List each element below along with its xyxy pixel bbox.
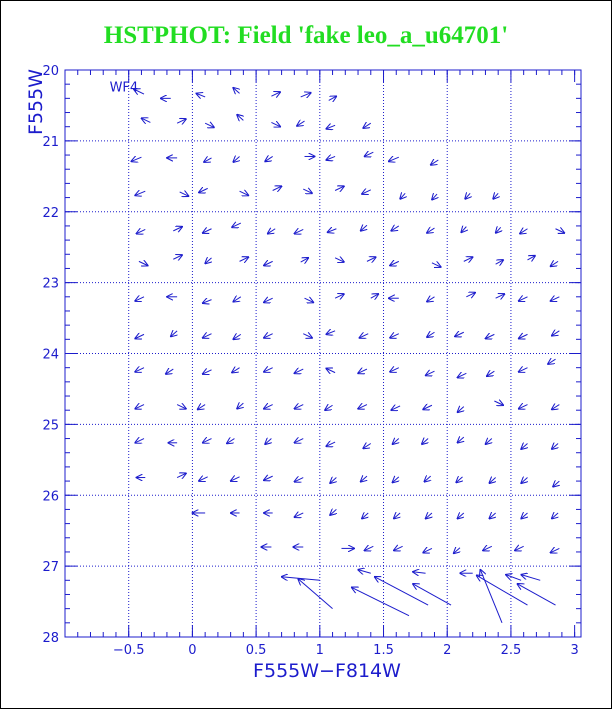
offset-vector bbox=[199, 188, 208, 192]
offset-vector bbox=[521, 444, 527, 450]
offset-vector bbox=[294, 439, 303, 443]
offset-vector bbox=[494, 401, 503, 405]
offset-vector bbox=[550, 261, 558, 266]
offset-vector bbox=[330, 478, 336, 484]
y-tick-label: 25 bbox=[42, 418, 59, 434]
offset-vector bbox=[489, 513, 495, 519]
offset-vector bbox=[265, 439, 271, 445]
offset-vector bbox=[301, 93, 311, 97]
offset-vector bbox=[282, 577, 320, 581]
offset-vector bbox=[432, 263, 441, 267]
offset-vector bbox=[359, 334, 368, 338]
x-tick-label: 2.5 bbox=[500, 643, 522, 658]
offset-vector bbox=[461, 227, 466, 233]
offset-vector bbox=[466, 293, 475, 297]
offset-vector bbox=[136, 229, 145, 233]
offset-vector bbox=[487, 371, 495, 376]
offset-vector bbox=[294, 478, 303, 482]
offset-vector bbox=[483, 546, 492, 550]
offset-vector bbox=[422, 439, 428, 445]
offset-vector bbox=[264, 368, 273, 372]
offset-vector bbox=[173, 227, 182, 231]
offset-vector bbox=[361, 476, 367, 482]
offset-vector bbox=[294, 369, 303, 373]
offset-vector bbox=[233, 88, 239, 94]
offset-vector bbox=[326, 442, 335, 446]
offset-vector bbox=[240, 257, 249, 261]
offset-vector bbox=[553, 481, 559, 487]
offset-vector bbox=[413, 584, 451, 605]
offset-vector bbox=[432, 194, 437, 200]
offset-vector bbox=[552, 405, 560, 410]
offset-vector bbox=[364, 546, 373, 550]
offset-vector bbox=[177, 119, 186, 123]
offset-vector bbox=[413, 572, 426, 573]
offset-vector bbox=[298, 579, 332, 609]
offset-vector bbox=[273, 186, 282, 190]
offset-vector bbox=[268, 229, 276, 234]
offset-vector bbox=[325, 405, 333, 410]
offset-vector bbox=[548, 359, 556, 364]
offset-vector bbox=[552, 444, 558, 450]
offset-vector bbox=[352, 587, 409, 615]
offset-vector bbox=[527, 256, 535, 260]
y-tick-label: 23 bbox=[42, 276, 59, 292]
offset-vector bbox=[135, 297, 144, 301]
offset-vector bbox=[177, 473, 186, 477]
offset-vector bbox=[431, 160, 439, 165]
offset-vector bbox=[552, 331, 560, 336]
offset-vector bbox=[203, 334, 212, 338]
x-tick-label: 1 bbox=[315, 643, 324, 658]
grid-lines bbox=[65, 70, 581, 637]
offset-vector bbox=[424, 476, 430, 482]
offset-vector bbox=[427, 228, 435, 233]
offset-vector bbox=[496, 227, 501, 233]
offset-vector bbox=[264, 476, 273, 480]
offset-vector bbox=[237, 115, 243, 121]
offset-vector bbox=[358, 405, 367, 409]
offset-vector bbox=[335, 294, 344, 298]
offset-vector bbox=[233, 297, 241, 302]
offset-vector bbox=[496, 260, 504, 264]
offset-vector bbox=[550, 297, 559, 301]
x-tick-label: 3 bbox=[570, 643, 579, 658]
offset-vector bbox=[390, 334, 399, 338]
offset-vector bbox=[199, 477, 208, 481]
offset-vector bbox=[264, 298, 273, 302]
offset-vector bbox=[400, 193, 405, 199]
offset-vector bbox=[394, 546, 403, 550]
y-tick-label: 24 bbox=[42, 347, 59, 363]
offset-vector bbox=[294, 513, 303, 517]
offset-vector bbox=[237, 403, 243, 409]
offset-vector bbox=[455, 332, 464, 336]
x-tick-label: 1.5 bbox=[373, 643, 394, 658]
offset-vector bbox=[556, 229, 565, 233]
offset-vector bbox=[519, 405, 528, 409]
x-tick-label: 0.5 bbox=[245, 643, 267, 658]
offset-vector bbox=[232, 223, 241, 227]
y-tick-label: 26 bbox=[42, 489, 59, 505]
offset-vector bbox=[327, 229, 336, 233]
offset-vector bbox=[423, 548, 432, 552]
offset-vector bbox=[166, 369, 174, 374]
offset-vector bbox=[173, 255, 182, 259]
offset-vector bbox=[520, 229, 528, 234]
offset-vector bbox=[465, 193, 470, 199]
offset-vector bbox=[139, 261, 148, 265]
offset-vector bbox=[426, 371, 435, 375]
offset-vector bbox=[361, 225, 367, 231]
offset-vector bbox=[454, 548, 460, 554]
offset-vector bbox=[371, 294, 379, 298]
offset-vector bbox=[552, 513, 558, 519]
offset-vector bbox=[485, 439, 491, 445]
vector-layer bbox=[131, 88, 564, 623]
offset-vector bbox=[517, 584, 555, 605]
offset-vector bbox=[362, 513, 368, 519]
offset-vector bbox=[135, 368, 144, 372]
x-tick-label: 2 bbox=[443, 643, 452, 658]
offset-vector bbox=[375, 577, 429, 605]
offset-vector bbox=[326, 368, 335, 372]
offset-vector bbox=[457, 513, 463, 519]
offset-vector bbox=[171, 331, 177, 337]
offset-vector bbox=[232, 368, 240, 373]
chart-title: HSTPHOT: Field 'fake leo_a_u64701' bbox=[103, 22, 509, 49]
offset-vector bbox=[135, 191, 145, 195]
offset-vector bbox=[515, 546, 524, 550]
x-tick-label: −0.5 bbox=[112, 643, 145, 658]
offset-vector bbox=[519, 334, 528, 338]
offset-vector bbox=[330, 509, 336, 515]
offset-vector bbox=[367, 257, 376, 261]
offset-vector bbox=[363, 444, 371, 449]
offset-vector bbox=[135, 334, 144, 338]
offset-vector bbox=[521, 575, 540, 581]
offset-vector bbox=[205, 123, 214, 127]
offset-vector bbox=[265, 156, 273, 161]
offset-vector bbox=[233, 156, 239, 162]
y-tick-label: 21 bbox=[42, 134, 59, 150]
offset-vector bbox=[203, 229, 212, 233]
offset-vector bbox=[493, 193, 498, 199]
offset-vector bbox=[294, 229, 303, 233]
y-tick-label: 27 bbox=[42, 560, 59, 576]
offset-vector bbox=[203, 439, 212, 443]
offset-vector bbox=[456, 477, 462, 483]
offset-vector bbox=[521, 513, 527, 519]
offset-vector bbox=[550, 548, 559, 552]
offset-vector bbox=[180, 192, 189, 196]
offset-vector bbox=[496, 294, 505, 298]
offset-vector bbox=[480, 570, 502, 623]
offset-vector bbox=[358, 369, 367, 373]
offset-vector bbox=[457, 437, 463, 443]
y-tick-label: 22 bbox=[42, 205, 59, 221]
offset-vector bbox=[519, 297, 528, 301]
y-tick-label: 20 bbox=[42, 64, 59, 79]
offset-vector bbox=[363, 123, 371, 128]
offset-vector bbox=[364, 152, 373, 156]
offset-vector bbox=[301, 258, 309, 262]
y-axis-label: F555W bbox=[25, 69, 47, 135]
offset-vector bbox=[485, 334, 494, 338]
offset-vector bbox=[297, 121, 305, 126]
offset-vector bbox=[177, 405, 186, 409]
offset-vector bbox=[391, 226, 399, 231]
offset-vector bbox=[358, 570, 371, 574]
offset-vector bbox=[271, 122, 280, 126]
offset-vector bbox=[196, 93, 205, 97]
panel-label: WF4 bbox=[109, 80, 139, 96]
offset-vector bbox=[305, 298, 314, 302]
offset-vector bbox=[394, 513, 400, 519]
y-tick-label: 28 bbox=[42, 631, 59, 646]
offset-vector bbox=[427, 332, 435, 337]
offset-vector bbox=[426, 513, 432, 519]
axis-ticks bbox=[42, 64, 581, 658]
offset-vector bbox=[389, 157, 399, 161]
offset-vector bbox=[135, 405, 144, 409]
offset-vector bbox=[303, 334, 312, 338]
offset-vector bbox=[392, 439, 398, 445]
offset-vector bbox=[329, 96, 337, 100]
offset-vector bbox=[141, 118, 150, 122]
offset-vector bbox=[198, 405, 206, 410]
offset-vector bbox=[391, 406, 400, 410]
offset-vector bbox=[231, 477, 240, 481]
offset-vector bbox=[326, 156, 335, 160]
offset-vector bbox=[390, 261, 399, 265]
offset-vector bbox=[335, 186, 344, 190]
offset-vector bbox=[362, 190, 371, 194]
offset-vector bbox=[227, 439, 235, 444]
offset-vector bbox=[205, 258, 211, 264]
offset-vector bbox=[457, 373, 466, 377]
offset-vector bbox=[271, 92, 280, 96]
offset-vector bbox=[203, 300, 212, 304]
offset-vector bbox=[240, 191, 249, 195]
offset-vector bbox=[335, 258, 344, 262]
offset-vector bbox=[264, 261, 273, 265]
offset-vector bbox=[203, 370, 212, 374]
offset-vector bbox=[204, 158, 212, 162]
offset-vector bbox=[135, 439, 144, 443]
x-axis-label: F555W−F814W bbox=[253, 660, 401, 682]
offset-vector bbox=[233, 334, 241, 339]
offset-vector bbox=[303, 189, 312, 193]
offset-vector bbox=[294, 405, 303, 409]
offset-vector bbox=[264, 405, 273, 409]
offset-vector bbox=[326, 331, 335, 335]
x-tick-label: 0 bbox=[188, 643, 197, 658]
offset-vector bbox=[392, 477, 398, 483]
offset-vector bbox=[427, 297, 435, 302]
offset-vector bbox=[264, 334, 273, 338]
offset-vector bbox=[519, 368, 528, 372]
offset-vector bbox=[464, 257, 473, 261]
offset-vector bbox=[390, 368, 399, 372]
offset-vector bbox=[131, 157, 141, 161]
offset-vector bbox=[489, 478, 495, 484]
offset-vector bbox=[506, 575, 521, 581]
offset-vector bbox=[423, 405, 432, 409]
offset-vector bbox=[521, 478, 527, 484]
offset-vector bbox=[457, 407, 463, 413]
offset-vector bbox=[326, 125, 335, 129]
